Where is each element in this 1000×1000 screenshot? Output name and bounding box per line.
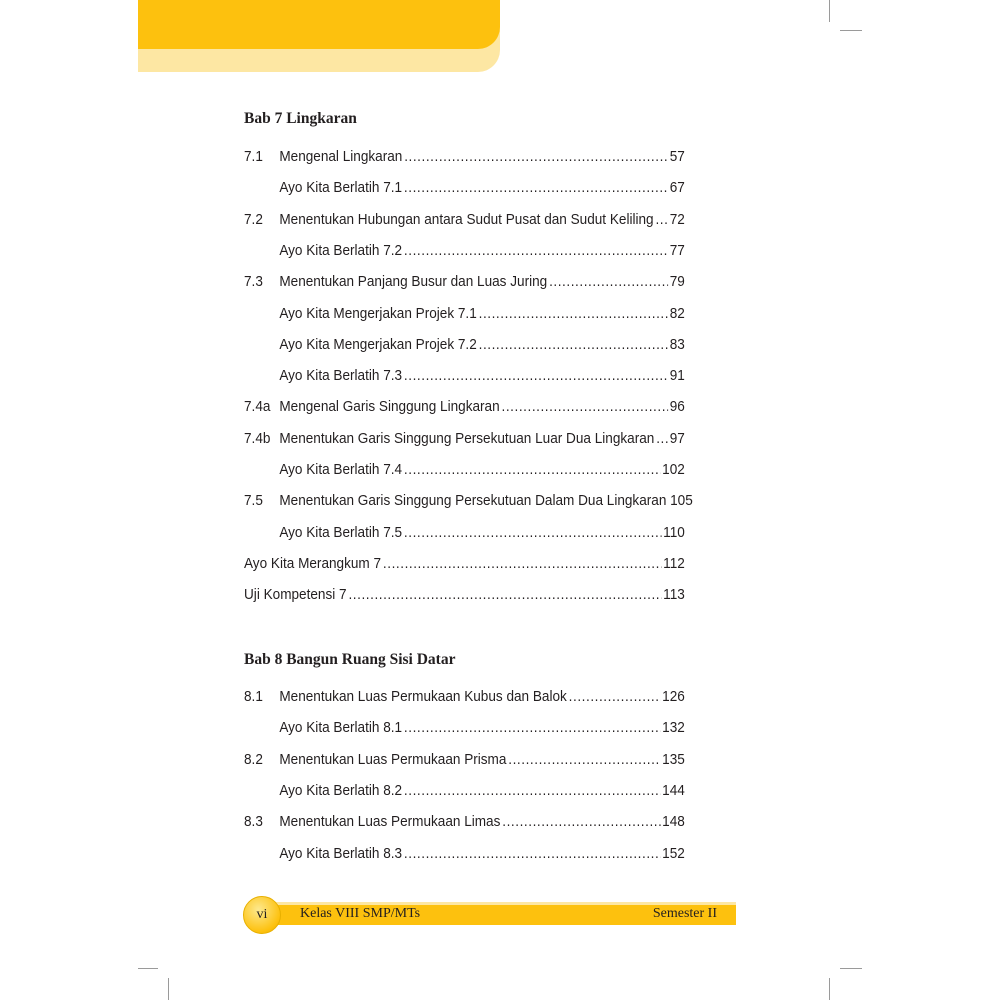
toc-entry[interactable] xyxy=(244,752,685,772)
toc-entry-number: 7.2 xyxy=(244,211,263,228)
toc-dot-leader xyxy=(569,689,661,705)
toc-entry-title: Ayo Kita Mengerjakan Projek 7.2 xyxy=(279,336,477,353)
toc-entry-number: 7.4b xyxy=(244,430,271,447)
toc-dot-leader xyxy=(404,180,668,196)
toc-dot-leader xyxy=(479,337,668,353)
toc-entry-title: Ayo Kita Berlatih 8.2 xyxy=(279,782,403,799)
footer-book-title: Kelas VIII SMP/MTs xyxy=(300,906,421,921)
header-decoration xyxy=(138,0,500,72)
toc-entry[interactable] xyxy=(244,846,685,866)
toc-entry-page: 113 xyxy=(663,587,685,604)
toc-entry-page: 96 xyxy=(669,399,685,416)
toc-entry-title: Ayo Kita Berlatih 7.3 xyxy=(279,368,403,385)
toc-entry-title: Uji Kompetensi 7 xyxy=(244,587,347,604)
toc-entry[interactable] xyxy=(244,306,685,326)
toc-dot-leader xyxy=(404,783,660,799)
toc-entry-title: Ayo Kita Berlatih 7.2 xyxy=(279,242,403,259)
toc-entry-page: 112 xyxy=(663,555,685,572)
toc-entry-number: 7.3 xyxy=(244,274,263,291)
toc-entry-title: Ayo Kita Berlatih 7.1 xyxy=(279,180,403,197)
toc-entry-number: 7.4a xyxy=(244,399,271,416)
toc-entry[interactable] xyxy=(244,783,685,803)
toc-entry-number: 7.1 xyxy=(244,149,263,165)
toc-entry-title: Menentukan Luas Permukaan Prisma xyxy=(279,751,507,768)
toc-entry-page: 97 xyxy=(669,430,685,447)
toc-entry-title: Menentukan Panjang Busur dan Luas Juring xyxy=(279,274,548,291)
toc-entry-title: Menentukan Luas Permukaan Limas xyxy=(279,814,501,831)
footer-semester: Semester II xyxy=(652,906,717,921)
toc-dot-leader xyxy=(404,525,661,541)
crop-mark xyxy=(840,30,862,31)
toc-entry-title: Mengenal Garis Singgung Lingkaran xyxy=(279,399,500,416)
toc-entry-title: Menentukan Hubungan antara Sudut Pusat dan Sudut Keliling xyxy=(279,211,654,228)
toc-dot-leader xyxy=(549,274,668,290)
toc-entry-page: 72 xyxy=(669,211,685,228)
toc-entry-number: 8.1 xyxy=(244,689,263,705)
toc-entry[interactable] xyxy=(244,399,685,419)
toc-dot-leader xyxy=(404,149,668,165)
toc-dot-leader xyxy=(656,431,668,447)
toc-entry-title: Ayo Kita Berlatih 8.3 xyxy=(279,845,403,862)
toc-entry[interactable] xyxy=(244,556,685,576)
toc-entry[interactable] xyxy=(244,337,685,357)
toc-entry-page: 132 xyxy=(662,720,685,737)
toc-entry[interactable] xyxy=(244,587,685,607)
toc-entry[interactable] xyxy=(244,720,685,740)
toc-dot-leader xyxy=(348,587,661,603)
toc-entry-title: Menentukan Luas Permukaan Kubus dan Balok xyxy=(279,689,567,705)
crop-mark xyxy=(829,0,830,22)
toc-dot-leader xyxy=(404,368,668,384)
toc-entry-title: Ayo Kita Mengerjakan Projek 7.1 xyxy=(279,305,477,322)
header-decoration-inner xyxy=(138,0,500,49)
toc-entry[interactable] xyxy=(244,525,685,545)
crop-mark xyxy=(829,978,830,1000)
toc-entry-page: 135 xyxy=(662,751,685,768)
toc-entry-title: Menentukan Garis Singgung Persekutuan Luar Dua Lingkaran xyxy=(279,430,655,447)
toc-entry-page: 91 xyxy=(669,368,685,385)
toc-entry-number: 8.3 xyxy=(244,814,263,831)
toc-entry-title: Ayo Kita Berlatih 7.5 xyxy=(279,524,403,541)
toc-entry-title: Mengenal Lingkaran xyxy=(279,149,403,165)
toc-entry[interactable] xyxy=(244,212,685,232)
toc-entry-page: 152 xyxy=(662,845,685,862)
toc-entry-page: 102 xyxy=(662,462,685,478)
toc-entry-page: 82 xyxy=(669,305,685,322)
toc-entry[interactable] xyxy=(244,689,685,709)
toc-entry-number: 8.2 xyxy=(244,751,263,768)
toc-dot-leader xyxy=(502,399,668,415)
toc-entry[interactable] xyxy=(244,431,685,451)
toc-entry-page: 148 xyxy=(662,814,685,831)
toc-dot-leader xyxy=(508,752,660,768)
toc-dot-leader xyxy=(404,462,660,478)
toc-entry-title: Ayo Kita Berlatih 7.4 xyxy=(279,462,403,478)
toc-entry-page: 67 xyxy=(669,180,685,197)
toc-dot-leader xyxy=(404,846,660,862)
toc-dot-leader xyxy=(383,556,661,572)
toc-entry-title: Ayo Kita Berlatih 8.1 xyxy=(279,720,403,737)
toc-dot-leader xyxy=(502,814,660,830)
toc-entry-page: 105 xyxy=(670,493,693,510)
toc-dot-leader xyxy=(404,720,660,736)
toc-entry-page: 144 xyxy=(662,782,685,799)
crop-mark xyxy=(840,968,862,969)
page-number: vi xyxy=(256,907,268,922)
toc-entry-page: 79 xyxy=(669,274,685,291)
chapter-title: Bab 7 Lingkaran xyxy=(244,110,357,127)
chapter-title: Bab 8 Bangun Ruang Sisi Datar xyxy=(244,651,456,668)
toc-entry-page: 126 xyxy=(662,689,685,705)
toc-entry-page: 110 xyxy=(663,524,685,541)
toc-dot-leader xyxy=(655,212,667,228)
toc-dot-leader xyxy=(479,306,668,322)
toc-entry[interactable] xyxy=(244,368,685,388)
crop-mark xyxy=(168,978,169,1000)
toc-entry-number: 7.5 xyxy=(244,493,263,510)
toc-entry-page: 83 xyxy=(669,336,685,353)
toc-entry-page: 77 xyxy=(669,242,685,259)
page-number-badge xyxy=(243,896,281,934)
toc-entry-page: 57 xyxy=(669,149,685,165)
toc-entry[interactable] xyxy=(244,243,685,263)
toc-entry[interactable] xyxy=(244,274,685,294)
crop-mark xyxy=(138,968,158,969)
toc-dot-leader xyxy=(404,243,668,259)
toc-entry-title: Menentukan Garis Singgung Persekutuan Dalam Dua Lingkaran xyxy=(279,493,667,510)
toc-entry[interactable] xyxy=(244,493,693,513)
toc-entry[interactable] xyxy=(244,814,685,834)
toc-entry[interactable] xyxy=(244,462,685,482)
toc-entry[interactable] xyxy=(244,149,685,169)
toc-entry[interactable] xyxy=(244,180,685,200)
toc-entry-title: Ayo Kita Merangkum 7 xyxy=(244,555,382,572)
